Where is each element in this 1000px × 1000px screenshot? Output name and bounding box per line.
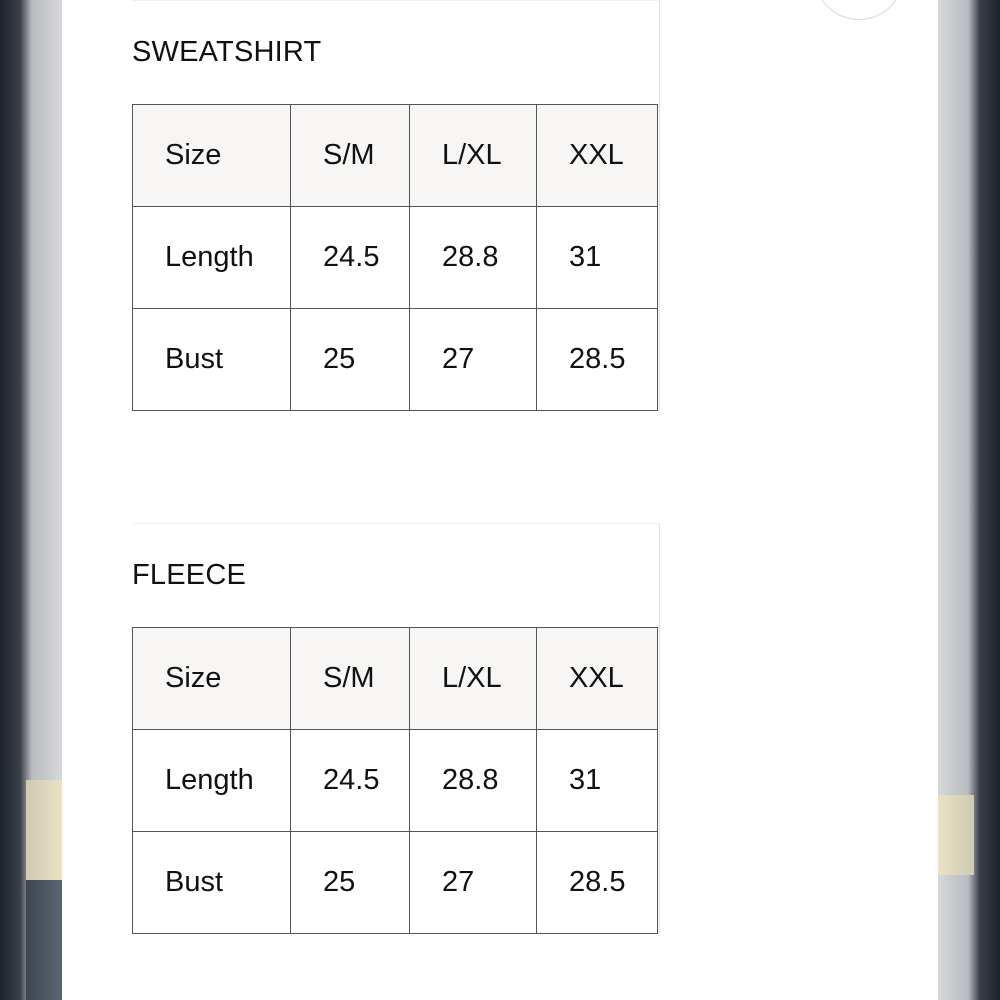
- table-cell: 31: [537, 207, 658, 309]
- background-right-band: [938, 795, 974, 875]
- table-cell: 24.5: [291, 207, 410, 309]
- close-button[interactable]: [814, 0, 904, 20]
- table-header-cell: S/M: [291, 105, 410, 207]
- table-cell: Bust: [133, 832, 291, 934]
- table-header-cell: L/XL: [410, 105, 537, 207]
- fleece-size-section: [132, 523, 660, 934]
- table-cell: Length: [133, 207, 291, 309]
- background-left-dark: [26, 880, 62, 1000]
- table-header-cell: Size: [133, 105, 291, 207]
- table-header-cell: S/M: [291, 628, 410, 730]
- table-header-row: [133, 628, 658, 730]
- size-table: [132, 627, 658, 934]
- table-row: [133, 730, 658, 832]
- table-header-row: [133, 105, 658, 207]
- table-cell: 28.5: [537, 832, 658, 934]
- table-cell: 28.5: [537, 309, 658, 411]
- table-row: [133, 309, 658, 411]
- table-cell: 27: [410, 832, 537, 934]
- table-cell: 27: [410, 309, 537, 411]
- table-cell: 25: [291, 309, 410, 411]
- section-title: SWEATSHIRT: [132, 36, 322, 68]
- sweatshirt-size-section: [132, 0, 660, 411]
- table-row: [133, 832, 658, 934]
- section-title: FLEECE: [132, 559, 247, 591]
- table-cell: Bust: [133, 309, 291, 411]
- table-cell: 24.5: [291, 730, 410, 832]
- table-header-cell: Size: [133, 628, 291, 730]
- table-header-cell: XXL: [537, 105, 658, 207]
- table-header-cell: XXL: [537, 628, 658, 730]
- size-table: [132, 104, 658, 411]
- table-cell: 25: [291, 832, 410, 934]
- table-header-cell: L/XL: [410, 628, 537, 730]
- table-cell: 28.8: [410, 207, 537, 309]
- table-cell: Length: [133, 730, 291, 832]
- table-row: [133, 207, 658, 309]
- background-left-band: [26, 780, 62, 880]
- table-cell: 28.8: [410, 730, 537, 832]
- size-chart-panel: [62, 0, 938, 1000]
- table-cell: 31: [537, 730, 658, 832]
